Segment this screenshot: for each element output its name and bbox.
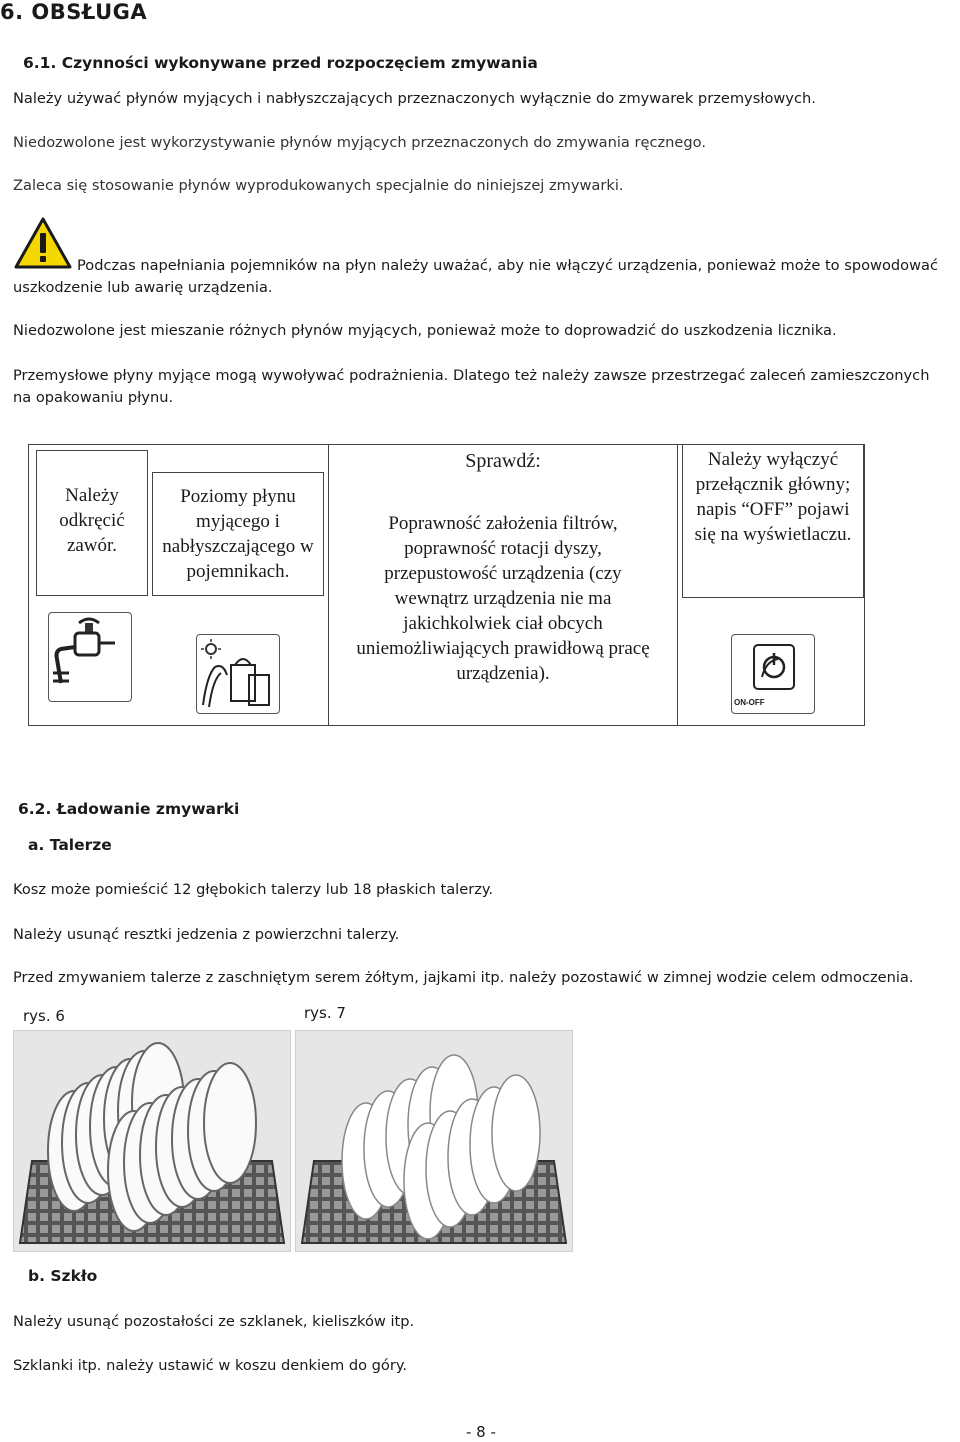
page-number: - 8 - [466, 1423, 496, 1441]
paragraph-irritation-line2: na opakowaniu płynu. [13, 389, 174, 406]
step-fluid-level-box [152, 472, 324, 596]
step-check-heading: Sprawdź: [465, 450, 541, 472]
power-switch-icon [731, 634, 815, 714]
figure-7-flat-plates [295, 1030, 573, 1252]
step-valve-text: Należy odkręcić zawór. [59, 485, 125, 556]
paragraph-remove-food: Należy usunąć resztki jedzenia z powierzchni talerzy. [13, 926, 400, 943]
step-switch-off-box [682, 444, 864, 598]
warning-icon [13, 216, 73, 270]
fluid-container-icon [196, 634, 280, 714]
step-switch-off-text: Należy wyłączyć przełącznik główny; napis “OFF” pojawi się na wyświetlaczu. [694, 449, 852, 545]
paragraph-soak-plates: Przed zmywaniem talerze z zaschniętym serem żółtym, jajkami itp. należy pozostawić w zimnej wodzie celem odmoczenia. [13, 969, 914, 986]
valve-icon [48, 612, 132, 702]
switch-label: ON-OFF [734, 698, 765, 707]
step-check-text: Poprawność założenia filtrów, poprawność rotacji dyszy, przepustowość urządzenia (czy wewnątrz urządzenia nie ma jakichkolwiek ciał obcych uniemożliwiających prawidłową pracę urządzenia). [356, 513, 650, 684]
plates-heading: a. Talerze [28, 836, 112, 854]
step-valve-box [36, 450, 148, 596]
paragraph-glasses-upside-down: Szklanki itp. należy ustawić w koszu denkiem do góry. [13, 1357, 408, 1374]
warning-text-line2: uszkodzenie lub awarię urządzenia. [13, 279, 273, 296]
subsection-title-6-2: 6.2. Ładowanie zmywarki [18, 800, 240, 818]
paragraph-remove-residue: Należy usunąć pozostałości ze szklanek, kieliszków itp. [13, 1313, 415, 1330]
paragraph-fluids-manual: Niedozwolone jest wykorzystywanie płynów myjących przeznaczonych do zmywania ręcznego. [13, 134, 706, 151]
paragraph-irritation-line1: Przemysłowe płyny myjące mogą wywoływać podrażnienia. Dlatego też należy zawsze przestrzegać zaleceń zamieszczonych [13, 367, 930, 384]
paragraph-fluids-recommended: Zaleca się stosowanie płynów wyprodukowanych specjalnie do niniejszej zmywarki. [13, 177, 624, 194]
glass-heading: b. Szkło [28, 1267, 98, 1285]
figure-7-caption: rys. 7 [304, 1004, 346, 1022]
paragraph-basket-capacity: Kosz może pomieścić 12 głębokich talerzy lub 18 płaskich talerzy. [13, 881, 494, 898]
paragraph-mixing: Niedozwolone jest mieszanie różnych płynów myjących, ponieważ może to doprowadzić do uszkodzenia licznika. [13, 322, 837, 339]
figure-6-deep-plates [13, 1030, 291, 1252]
step-fluid-level-text: Poziomy płynu myjącego i nabłyszczającego w pojemnikach. [162, 486, 314, 582]
section-title: 6. OBSŁUGA [0, 0, 148, 24]
step-check-box [328, 444, 678, 726]
subsection-title-6-1: 6.1. Czynności wykonywane przed rozpoczęciem zmywania [23, 54, 538, 72]
figure-6-caption: rys. 6 [23, 1007, 65, 1025]
warning-text-line1: Podczas napełniania pojemników na płyn należy uważać, aby nie włączyć urządzenia, ponieważ może to spowodować [77, 257, 939, 274]
paragraph-fluids-industrial: Należy używać płynów myjących i nabłyszczających przeznaczonych wyłącznie do zmywarek przemysłowych. [13, 90, 816, 107]
